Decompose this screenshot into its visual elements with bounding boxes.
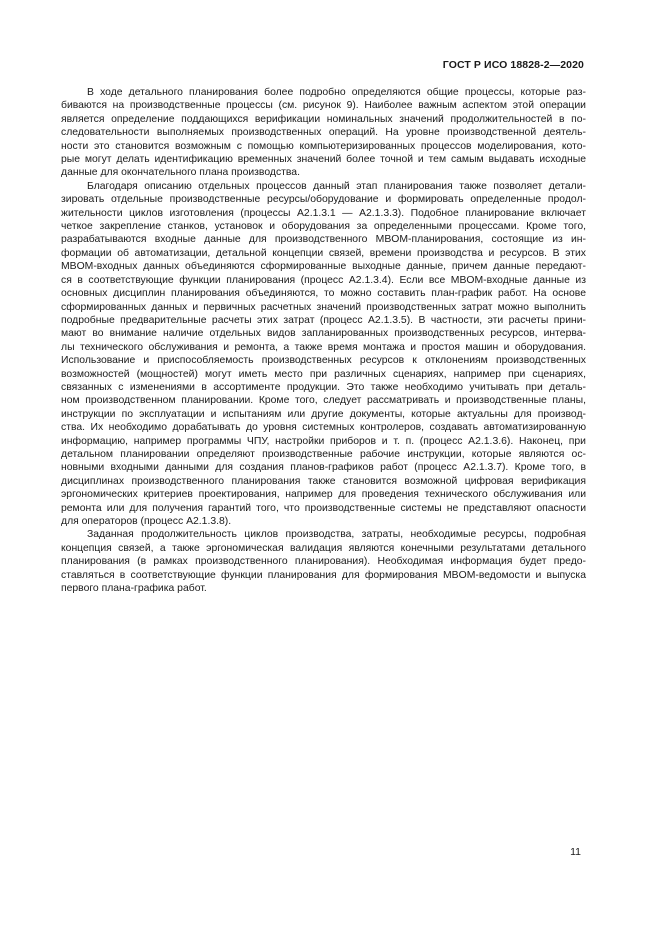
text-line: следовательности выполняемых производственных операций. На уровне производственной деятель- (61, 127, 586, 139)
text-line: концепция связей, а также эргономическая валидация являются конечными результатами детального (61, 542, 586, 554)
text-line: В ходе детального планирования более подробно определяются общие процессы, которые раз- (87, 87, 586, 98)
text-line: ставляться в соответствующие функции планирования для формирования MBOM-ведомости и выпуска (61, 569, 586, 581)
paragraph-process-description (61, 180, 586, 529)
text-line: основных дисциплин планирования объединяются, то можно составить план-график работ. На основе (61, 288, 586, 300)
text-line: мают во внимание наличие отдельных видов запланированных производственных ресурсов, интерва- (61, 328, 586, 340)
text-line: четкое закрепление станков, установок и оборудования за определенными процессами. Кроме того, (61, 221, 586, 233)
text-line: зировать отдельные производственные ресурсы/оборудование и формировать определенные продол- (61, 194, 586, 206)
text-line: ности это становится возможным с помощью компьютеризированных процессов моделирования, кото- (61, 140, 586, 152)
text-line: планирования (в рамках производственного планирования). Необходимая информация будет предо- (61, 556, 586, 568)
text-line: связанных с изменениями в ассортименте продукции. Это также необходимо учитывать при деталь- (61, 381, 586, 393)
text-line: Использование и приспособляемость производственных ресурсов к отклонениям производственных (61, 355, 586, 367)
text-line: детальном планировании определяют производственные рабочие инструкции, которые являются ос- (61, 448, 586, 460)
text-line: ся в соответствующие функции планирования (процесс А2.1.3.4). Если все MBOM-входные данные из (61, 274, 586, 286)
text-line: для операторов (процесс А2.1.3.8). (61, 516, 232, 527)
paragraph-detailed-planning (61, 86, 586, 180)
text-line: информацию, например программы ЧПУ, настройки приборов и т. п. (процесс А2.1.3.6). Наконец, при (61, 435, 586, 447)
page-number: 11 (570, 846, 581, 858)
text-line: эргономических критериев проектирования, например для проведения технического обслуживания или (61, 489, 586, 501)
paragraph-results (61, 528, 586, 595)
text-line: Благодаря описанию отдельных процессов данный этап планирования также позволяет детали- (87, 180, 586, 192)
text-line: формации об автоматизации, детальной концепции связей, времени производства и ресурсов. В этих (61, 247, 586, 259)
document-header: ГОСТ Р ИСО 18828-2—2020 (442, 59, 584, 71)
text-line: инструкции по эксплуатации и испытаниям или другие документы, которые актуальны для производ- (61, 408, 586, 420)
text-line: разрабатываются входные данные для производственного MBOM-планирования, состоящие из ин- (61, 234, 586, 246)
text-line: подробные предварительные расчеты этих затрат (процесс А2.1.3.5). В частности, эти расчеты прини- (61, 314, 586, 326)
text-line: рые могут делать идентификацию временных значений более точной и тем самым выдавать исходные (61, 154, 586, 166)
text-line: первого плана-графика работ. (61, 583, 207, 595)
text-line: лы технического обслуживания и ремонта, а также время монтажа и простоя машин и оборудования. (61, 341, 586, 353)
text-line: данные для окончательного плана производства. (61, 167, 300, 179)
text-line: возможностей (мощностей) могут иметь место при различных сценариях, например при сценариях, (61, 368, 586, 380)
text-line: ства. Их необходимо дорабатывать до уровня системных контролеров, создавать автоматизированную (61, 422, 586, 434)
body-text (61, 86, 586, 595)
text-line: ремонта или для получения гарантий того, что производственные системы не представляют опасности (61, 502, 586, 514)
text-line: сформированных данных и первичных расчетных значений производственных затрат можно выполнить (61, 301, 586, 313)
text-line: является определение поддающихся верификации номинальных значений продолжительностей в по- (61, 113, 586, 125)
text-line: MBOM-входных данных объединяются сформированные выходные данные, причем данные передают- (61, 261, 586, 273)
text-line: дисциплинах производственного планирования также становится возможной цифровая верификация (61, 475, 586, 487)
text-line: новными входными данными для создания планов-графиков работ (процесс А2.1.3.7). Кроме того, в (61, 462, 586, 474)
text-line: биваются на производственные процессы (см. рисунок 9). Наиболее важным аспектом этой операции (61, 100, 586, 112)
text-line: Заданная продолжительность циклов производства, затраты, необходимые ресурсы, подробная (87, 529, 586, 541)
text-line: ном производственном планировании. Кроме того, следует рассматривать и производственные планы, (61, 395, 586, 407)
text-line: жительности циклов изготовления (процессы А2.1.3.1 — А2.1.3.3). Подобное планирование включает (61, 207, 586, 219)
